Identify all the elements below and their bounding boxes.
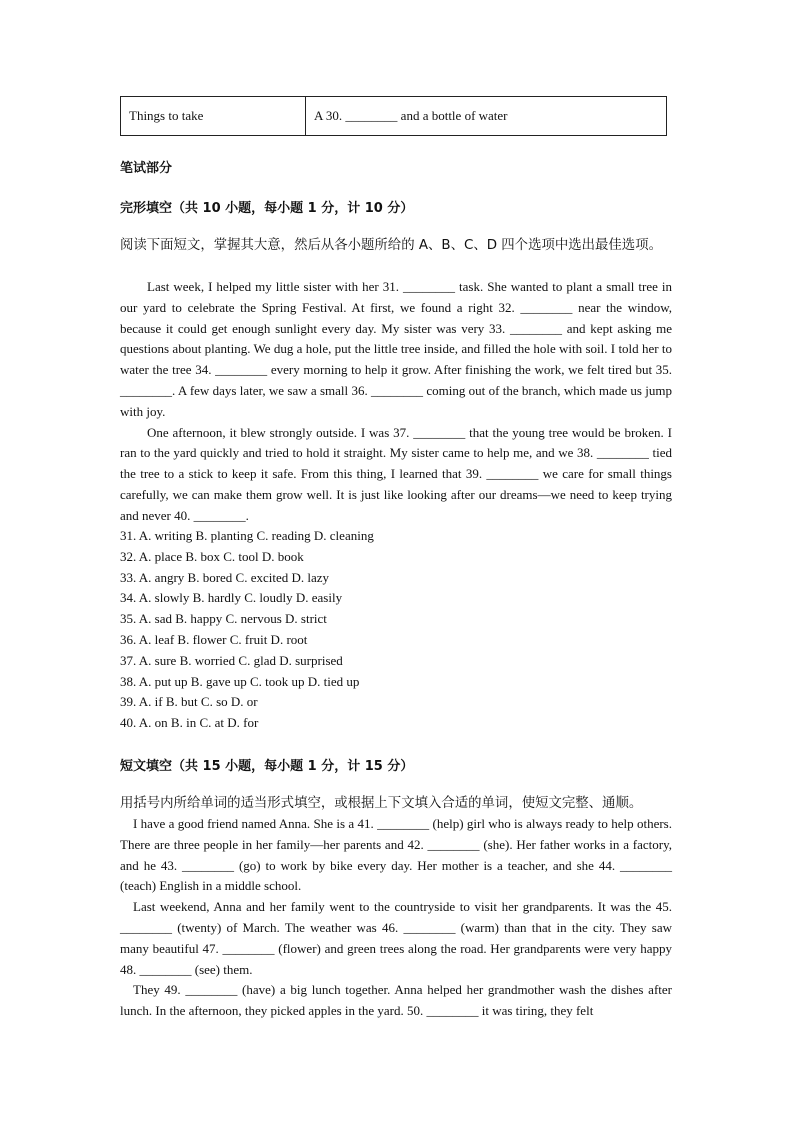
section-title: 笔试部分 <box>120 161 173 176</box>
option-line-40: 40. A. on B. in C. at D. for <box>120 715 259 731</box>
table-value-cell: A 30. ________ and a bottle of water <box>306 97 667 136</box>
fill-heading: 短文填空（共 15 小题，每小题 1 分，计 15 分） <box>120 759 414 774</box>
table-label-cell: Things to take <box>121 97 306 136</box>
fill-paragraph-3: They 49. ________ (have) a big lunch together. Anna helped her grandmother wash the dishes after lunch. In the afternoon, they picked apples in the yard. 50. ________ it was tiring, they felt <box>120 982 672 1019</box>
things-to-take-table <box>120 96 667 136</box>
option-line-36: 36. A. leaf B. flower C. fruit D. root <box>120 631 308 647</box>
cloze-instruction: 阅读下面短文，掌握其大意，然后从各小题所给的 A、B、C、D 四个选项中选出最佳选项。 <box>120 238 662 253</box>
cloze-options <box>120 526 672 734</box>
cloze-paragraph-1: Last week, I helped my little sister with her 31. ________ task. She wanted to plant a small tree in our yard to celebrate the Spring Festival. At first, we found a right 32. ________ near the window, because it could get enough sunlight every day. My sister was very 33. ________ and kept asking me questions about planting. We dug a hole, put the little tree inside, and filled the hole with soil. I told her to water the tree 34. ________ every morning to help it grow. After finishing the work, we felt tired but 35. ________. A few days later, we saw a small 36. ________ coming out of the branch, which made us jump with joy. <box>120 279 672 419</box>
option-line-37: 37. A. sure B. worried C. glad D. surprised <box>120 652 343 668</box>
option-line-31: 31. A. writing B. planting C. reading D. cleaning <box>120 528 374 543</box>
cloze-heading: 完形填空（共 10 小题，每小题 1 分，计 10 分） <box>120 201 414 216</box>
fill-paragraph-2: Last weekend, Anna and her family went to the countryside to visit her grandparents. It was the 45. ________ (twenty) of March. The weather was 46. ________ (warm) than that in the city. They saw many beautiful 47. ________ (flower) and green trees along the road. Her grandparents were very happy 48. ________ (see) them. <box>120 899 672 977</box>
table-row <box>121 97 667 136</box>
option-line-34: 34. A. slowly B. hardly C. loudly D. easily <box>120 590 343 606</box>
cloze-paragraph-2: One afternoon, it blew strongly outside. I was 37. ________ that the young tree would be broken. I ran to the yard quickly and tried to hold it straight. My sister came to help me, and we 38. ________ tied the tree to a stick to keep it safe. From this thing, I learned that 39. ________ we care for small things carefully, we can make them grow well. It is just like looking after our dreams—we need to keep trying and never 40. ________. <box>120 424 672 523</box>
option-line-38: 38. A. put up B. gave up C. took up D. tied up <box>120 673 360 689</box>
option-line-39: 39. A. if B. but C. so D. or <box>120 694 258 710</box>
fill-passage <box>120 814 672 1022</box>
cloze-passage <box>120 277 672 527</box>
fill-instruction: 用括号内所给单词的适当形式填空，或根据上下文填入合适的单词，使短文完整、通顺。 <box>120 796 643 811</box>
fill-paragraph-1: I have a good friend named Anna. She is a 41. ________ (help) girl who is always ready to help others. There are three people in her family—her parents and 42. ________ (she). Her father works in a factory, and he 43. ________ (go) to work by bike every day. Her mother is a teacher, and she 44. ________ (teach) English in a middle school. <box>120 816 672 894</box>
option-line-35: 35. A. sad B. happy C. nervous D. strict <box>120 611 327 627</box>
option-line-32: 32. A. place B. box C. tool D. book <box>120 548 304 564</box>
option-line-33: 33. A. angry B. bored C. excited D. lazy <box>120 569 330 585</box>
